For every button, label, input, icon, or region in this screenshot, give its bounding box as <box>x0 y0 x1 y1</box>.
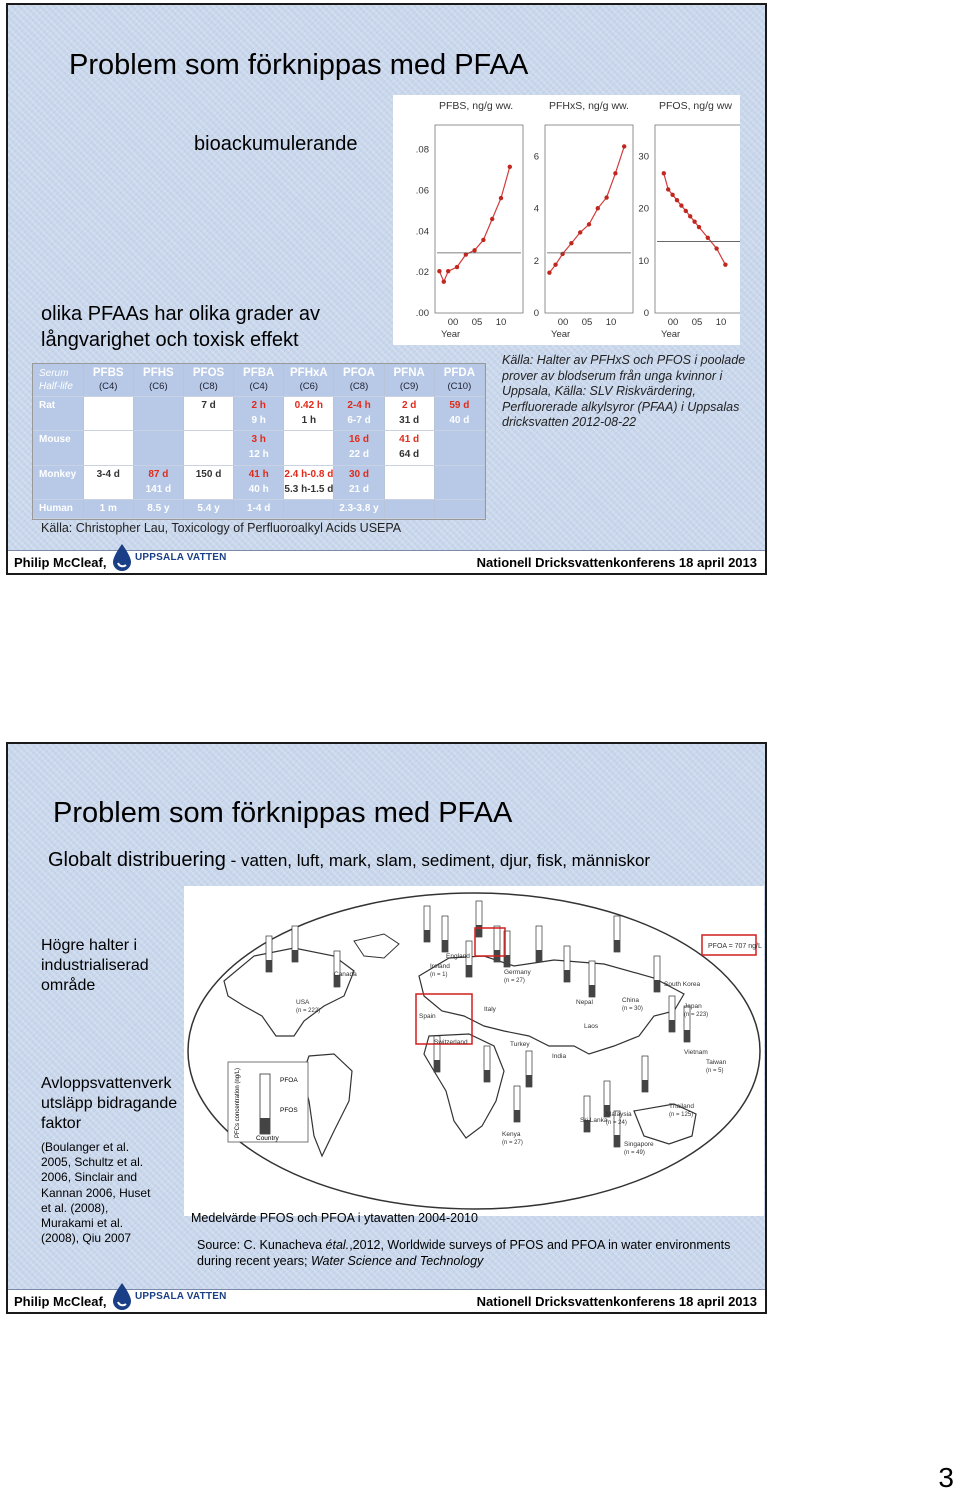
table-column-header: PFOA (C8) <box>334 364 384 397</box>
ref-line: (2008), Qiu 2007 <box>41 1231 132 1246</box>
sample-size-label: (n = 5) <box>706 1068 724 1074</box>
logo-text: UPPSALA VATTEN <box>135 1290 227 1302</box>
scatter-x-label: Year <box>661 329 681 340</box>
country-label: Thailand <box>669 1103 694 1110</box>
map-bar-fill <box>476 925 482 937</box>
table-row-label: Monkey <box>33 465 83 499</box>
source-journal: Water Science and Technology <box>310 1253 484 1268</box>
map-bar-fill <box>654 980 660 992</box>
sample-size-label: (n = 27) <box>504 978 525 984</box>
scatter-point <box>499 196 503 200</box>
scatter-point <box>472 248 476 252</box>
table-corner-cell: Serum Half-life <box>33 364 83 397</box>
scatter-y-tick: .02 <box>415 267 429 279</box>
half-life-table <box>32 363 486 520</box>
scatter-y-tick: 20 <box>638 203 649 215</box>
table-row <box>33 431 485 465</box>
table-cell: 3-4 d <box>83 465 133 499</box>
scatter-panel-frame <box>655 125 740 313</box>
table-cell: 1 m <box>83 500 133 519</box>
scatter-point <box>437 269 441 273</box>
country-label: Switzerland <box>434 1039 468 1046</box>
scatter-point <box>714 246 718 250</box>
legend-pfos: PFOS <box>280 1107 298 1114</box>
scatter-y-tick: 10 <box>638 255 649 267</box>
text-line: område <box>41 977 96 994</box>
scatter-x-tick: 05 <box>471 317 483 328</box>
scatter-point <box>675 198 679 202</box>
table-cell <box>83 431 133 465</box>
map-bar-fill <box>614 940 620 952</box>
scatter-point <box>613 171 617 175</box>
sample-size-label: (n = 223) <box>684 1012 709 1018</box>
country-label: England <box>446 953 470 960</box>
scatter-point <box>706 236 710 240</box>
table-row <box>33 465 485 499</box>
table-cell: 5.4 y <box>183 500 233 519</box>
table-cell: 3 h 12 h <box>234 431 284 465</box>
country-label: Spain <box>419 1013 436 1020</box>
country-label: India <box>552 1053 567 1060</box>
south-america-shape <box>302 1054 352 1156</box>
source-line-1 <box>197 1238 757 1254</box>
subtitle-line-1: olika PFAAs har olika grader av <box>41 303 321 325</box>
country-label: Canada <box>334 971 357 978</box>
sample-size-label: (n = 30) <box>622 1006 643 1012</box>
scatter-x-tick: 10 <box>605 317 617 328</box>
map-bar-fill <box>526 1075 532 1087</box>
source-citation <box>197 1238 757 1269</box>
scatter-y-tick: .06 <box>415 185 429 197</box>
country-label: South Korea <box>664 981 701 988</box>
scatter-y-tick: .00 <box>415 308 429 319</box>
scatter-point <box>670 193 674 197</box>
map-legend <box>228 1062 308 1142</box>
ref-line: 2005, Schultz et al. <box>41 1155 144 1170</box>
table-source: Källa: Christopher Lau, Toxicology of Perfluoroalkyl Acids USEPA <box>41 521 402 535</box>
scatter-panel-title: PFBS, ng/g ww. <box>439 100 514 112</box>
country-label: Italy <box>484 1006 496 1013</box>
scatter-point <box>596 206 600 210</box>
table-cell <box>133 431 183 465</box>
table-column-header: PFBS (C4) <box>83 364 133 397</box>
scatter-point <box>569 241 573 245</box>
page-number: 3 <box>938 1462 954 1493</box>
caption-line: prover av blodserum från unga kvinnor i <box>502 368 723 383</box>
country-label: Vietnam <box>684 1049 708 1056</box>
author: Philip McCleaf, <box>14 1294 107 1309</box>
table-cell: 2.3-3.8 y <box>334 500 384 519</box>
half-life-grid <box>33 364 485 519</box>
uppsala-vatten-logo <box>111 543 227 571</box>
table-row-label: Rat <box>33 397 83 431</box>
scatter-y-tick: 30 <box>638 151 649 163</box>
table-cell <box>384 500 434 519</box>
scatter-y-tick: 0 <box>533 308 539 319</box>
global-main: Globalt distribuering <box>48 849 226 871</box>
legend-country: Country <box>256 1135 279 1142</box>
legend-pfoa: PFOA <box>280 1077 298 1084</box>
scatter-point <box>446 269 450 273</box>
conference: Nationell Dricksvattenkonferens 18 april 2013 <box>476 1294 757 1309</box>
map-bar-fill <box>589 985 595 997</box>
slide-2-footer <box>8 1289 765 1312</box>
table-cell: 1-4 d <box>234 500 284 519</box>
source-line-2 <box>197 1254 757 1270</box>
scatter-trend-line <box>664 173 726 264</box>
slide-1-footer <box>8 550 765 573</box>
scatter-point <box>455 265 459 269</box>
slide-1-title: Problem som förknippas med PFAA <box>69 49 529 81</box>
slide-2 <box>6 742 767 1314</box>
country-label: Malaysia <box>606 1111 632 1118</box>
world-map-figure <box>184 886 764 1216</box>
global-rest: - vatten, luft, mark, slam, sediment, djur, fisk, människor <box>225 851 651 870</box>
table-column-header: PFBA (C4) <box>234 364 284 397</box>
text-line: Avloppsvattenverk <box>41 1075 172 1092</box>
table-cell <box>434 431 484 465</box>
scatter-point <box>481 238 485 242</box>
slide-1 <box>6 3 767 575</box>
ref-line: (Boulanger et al. <box>41 1140 130 1154</box>
country-label: USA <box>296 999 310 1006</box>
source-mid: ,2012, Worldwide surveys of PFOS and PFOA in water environments <box>349 1238 731 1252</box>
scatter-point <box>662 171 666 175</box>
scatter-y-tick: .08 <box>415 144 429 156</box>
map-bar-fill <box>642 1080 648 1092</box>
table-row-label: Human <box>33 500 83 519</box>
scatter-point <box>560 252 564 256</box>
legend-bar-fill <box>260 1118 270 1134</box>
table-cell <box>83 397 133 431</box>
table-cell <box>434 465 484 499</box>
map-bar-fill <box>266 960 272 972</box>
subtitle-line-2: långvarighet och toxisk effekt <box>41 329 299 351</box>
map-bar-fill <box>684 1030 690 1042</box>
scatter-y-tick: 4 <box>533 203 539 215</box>
sample-size-label: (n = 49) <box>624 1150 645 1156</box>
table-column-header: PFHxA (C6) <box>284 364 334 397</box>
scatter-point <box>723 262 727 266</box>
table-cell: 41 h 40 h <box>234 465 284 499</box>
uppsala-vatten-logo <box>111 1282 227 1310</box>
country-label: China <box>622 997 639 1004</box>
global-distribution <box>48 849 650 872</box>
source-line2-prefix: during recent years; <box>197 1253 311 1268</box>
bioackumulerande-label: bioackumulerande <box>194 133 358 155</box>
scatter-point <box>688 214 692 218</box>
scatter-x-tick: 00 <box>667 317 679 328</box>
map-bar-fill <box>669 1020 675 1032</box>
references <box>41 1140 150 1246</box>
greenland-shape <box>354 934 399 958</box>
scatter-point <box>692 219 696 223</box>
scatter-x-tick: 10 <box>495 317 507 328</box>
caption-line: dricksvatten 2012-08-22 <box>502 415 637 429</box>
scatter-panel-frame <box>545 125 633 313</box>
table-column-header: PFDA (C10) <box>434 364 484 397</box>
source-etal: étal. <box>325 1238 350 1252</box>
scatter-point <box>622 144 626 148</box>
country-label: Nepal <box>576 999 593 1006</box>
country-label: Singapore <box>624 1141 654 1148</box>
caption-line: Perfluorerade alkylsyror (PFAA) i Uppsalas <box>502 399 740 414</box>
map-bar-fill <box>424 930 430 942</box>
scatter-x-tick: 05 <box>691 317 703 328</box>
source-prefix: Source: C. Kunacheva <box>197 1238 326 1252</box>
table-column-header: PFOS (C8) <box>183 364 233 397</box>
table-cell <box>183 431 233 465</box>
map-bar-fill <box>536 950 542 962</box>
table-cell <box>434 500 484 519</box>
table-cell <box>284 500 334 519</box>
country-label: Taiwan <box>706 1059 727 1066</box>
scatter-point <box>587 222 591 226</box>
text-line: faktor <box>41 1115 82 1132</box>
map-bar-fill <box>514 1110 520 1122</box>
slide-2-title: Problem som förknippas med PFAA <box>53 797 513 829</box>
scatter-point <box>442 279 446 283</box>
scatter-panel-title: PFHxS, ng/g ww. <box>549 100 629 112</box>
scatter-y-tick: 2 <box>533 255 539 267</box>
table-cell: 150 d <box>183 465 233 499</box>
table-cell: 87 d 141 d <box>133 465 183 499</box>
scatter-y-tick: .04 <box>415 226 429 238</box>
left-text-wastewater <box>41 1074 177 1134</box>
table-row <box>33 500 485 519</box>
country-label: Sri Lanka <box>580 1117 608 1124</box>
logo-text: UPPSALA VATTEN <box>135 551 227 563</box>
country-label: Laos <box>584 1023 599 1030</box>
map-bar-fill <box>614 1135 620 1147</box>
scatter-point <box>697 225 701 229</box>
sample-size-label: (n = 24) <box>606 1120 627 1126</box>
country-label: Kenya <box>502 1131 521 1138</box>
map-caption: Medelvärde PFOS och PFOA i ytavatten 2004-2010 <box>191 1211 478 1225</box>
caption-line: Källa: Halter av PFHxS och PFOS i poolade <box>502 353 746 367</box>
ref-line: Murakami et al. <box>41 1216 124 1231</box>
table-cell: 0.42 h 1 h <box>284 397 334 431</box>
world-map-svg <box>184 886 764 1216</box>
table-cell <box>384 465 434 499</box>
ref-line: et al. (2008), <box>41 1200 109 1215</box>
scatter-point <box>604 195 608 199</box>
scatter-trend-line <box>439 167 509 282</box>
scatter-point <box>490 217 494 221</box>
pfoa-707-label: PFOA = 707 ng/L <box>708 943 762 950</box>
sample-size-label: (n = 125) <box>669 1112 694 1118</box>
conference: Nationell Dricksvattenkonferens 18 april 2013 <box>476 555 757 570</box>
map-bar-fill <box>466 965 472 977</box>
map-bar-fill <box>504 955 510 967</box>
scatter-point <box>684 209 688 213</box>
table-row-label: Mouse <box>33 431 83 465</box>
country-label: Ireland <box>430 963 450 970</box>
table-column-header: PFHS (C6) <box>133 364 183 397</box>
map-bar-fill <box>484 1070 490 1082</box>
scatter-x-tick: 00 <box>447 317 459 328</box>
scatter-y-tick: 0 <box>643 308 649 319</box>
table-cell: 2 h 9 h <box>234 397 284 431</box>
map-bar-fill <box>434 1060 440 1072</box>
table-cell: 2-4 h 6-7 d <box>334 397 384 431</box>
scatter-point <box>578 230 582 234</box>
caption-line: Uppsala, Källa: SLV Riskvärdering, <box>502 384 696 398</box>
sample-size-label: (n = 222) <box>296 1008 321 1014</box>
scatter-x-label: Year <box>441 329 461 340</box>
country-label: Japan <box>684 1003 702 1010</box>
scatter-point <box>666 187 670 191</box>
text-line: utsläpp bidragande <box>41 1095 178 1112</box>
australia-shape <box>634 1104 696 1144</box>
text-line: industrialiserad <box>41 957 149 974</box>
scatter-y-tick: 6 <box>533 151 539 163</box>
table-cell: 41 d 64 d <box>384 431 434 465</box>
sample-size-label: (n = 27) <box>502 1140 523 1146</box>
legend-axis-label: PFCs concentration (ng/L) <box>235 1067 241 1138</box>
table-cell <box>284 431 334 465</box>
country-label: Turkey <box>510 1041 530 1048</box>
water-drop-icon <box>111 543 133 571</box>
map-bar-fill <box>292 950 298 962</box>
table-cell: 8.5 y <box>133 500 183 519</box>
scatter-point <box>508 165 512 169</box>
text-line: Högre halter i <box>41 937 138 954</box>
scatter-figure <box>393 95 740 345</box>
map-bar-fill <box>564 970 570 982</box>
country-label: Germany <box>504 969 531 976</box>
scatter-x-tick: 00 <box>557 317 569 328</box>
scatter-point <box>679 203 683 207</box>
scatter-panel-title: PFOS, ng/g ww <box>659 100 732 112</box>
author: Philip McCleaf, <box>14 555 107 570</box>
left-text-industrial <box>41 936 149 996</box>
water-drop-icon <box>111 1282 133 1310</box>
ref-line: 2006, Sinclair and <box>41 1170 138 1185</box>
table-cell <box>133 397 183 431</box>
scatter-x-label: Year <box>551 329 571 340</box>
map-bar-fill <box>442 940 448 952</box>
table-column-header: PFNA (C9) <box>384 364 434 397</box>
scatter-x-tick: 05 <box>581 317 593 328</box>
scatter-panel-frame <box>435 125 523 313</box>
scatter-point <box>547 271 551 275</box>
table-cell: 7 d <box>183 397 233 431</box>
ref-line: Kannan 2006, Huset <box>41 1185 151 1200</box>
table-header-row <box>33 364 485 397</box>
table-cell: 59 d 40 d <box>434 397 484 431</box>
scatter-caption <box>502 353 762 431</box>
table-row <box>33 397 485 431</box>
scatter-point <box>553 262 557 266</box>
subtitle <box>41 301 320 353</box>
table-cell: 2 d 31 d <box>384 397 434 431</box>
sample-size-label: (n = 1) <box>430 972 448 978</box>
scatter-svg <box>393 95 740 345</box>
scatter-x-tick: 10 <box>715 317 727 328</box>
table-cell: 2.4 h-0.8 d 5.3 h-1.5 d <box>284 465 334 499</box>
table-cell: 30 d 21 d <box>334 465 384 499</box>
table-cell: 16 d 22 d <box>334 431 384 465</box>
